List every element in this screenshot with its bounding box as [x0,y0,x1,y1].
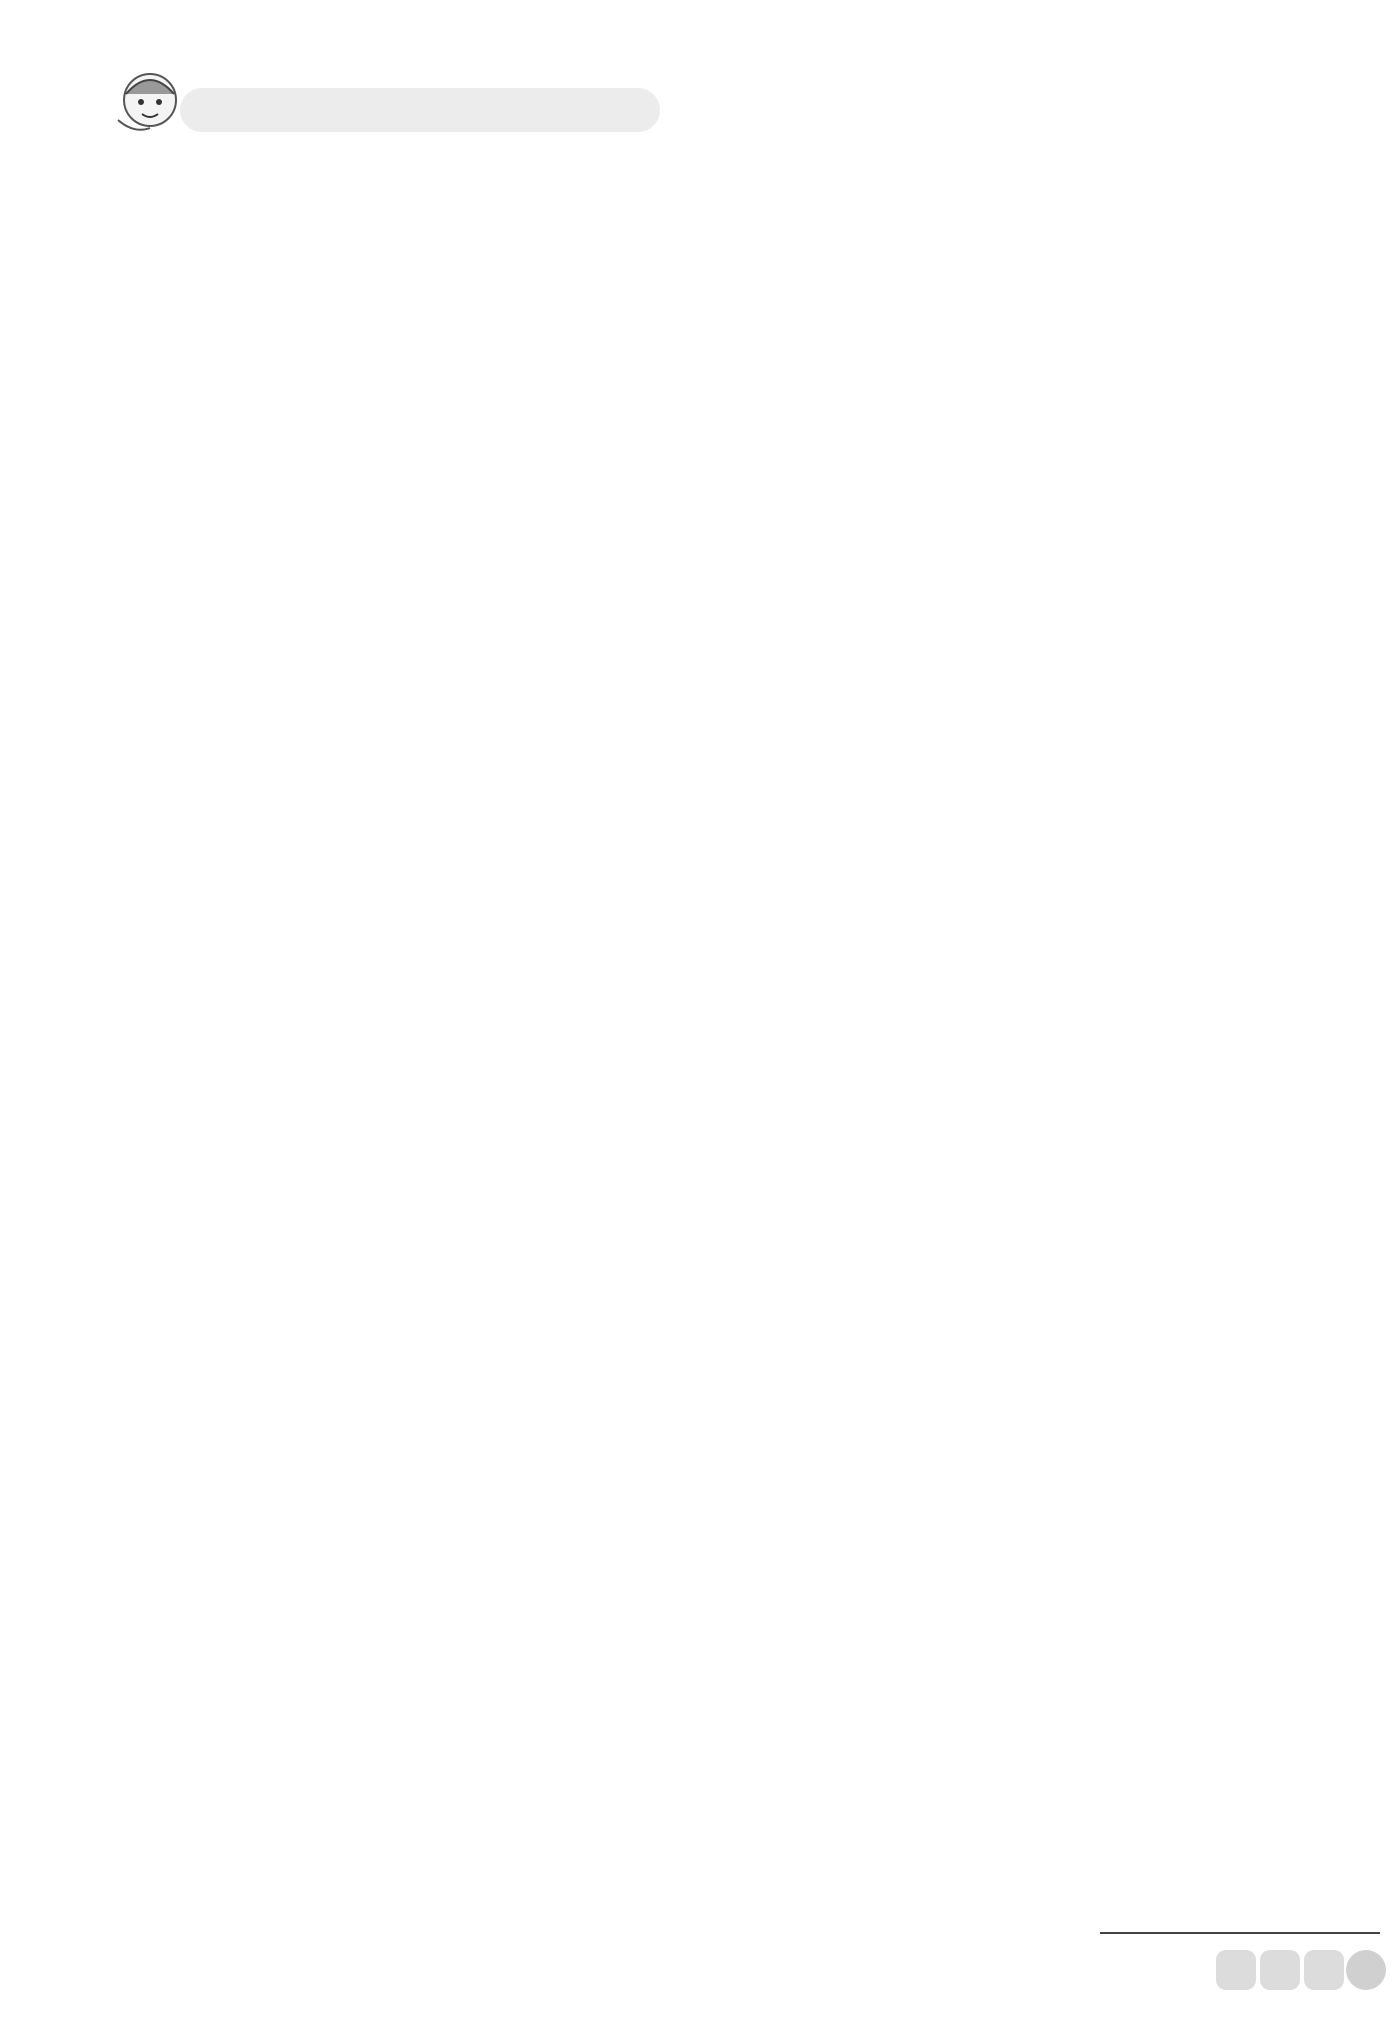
page-header [110,60,580,140]
header-banner [180,88,660,132]
mascot-icon [110,60,190,140]
watermark-icon [1210,1942,1390,1998]
footer-divider [1100,1932,1380,1934]
watermark-logo [1210,1942,1390,2026]
